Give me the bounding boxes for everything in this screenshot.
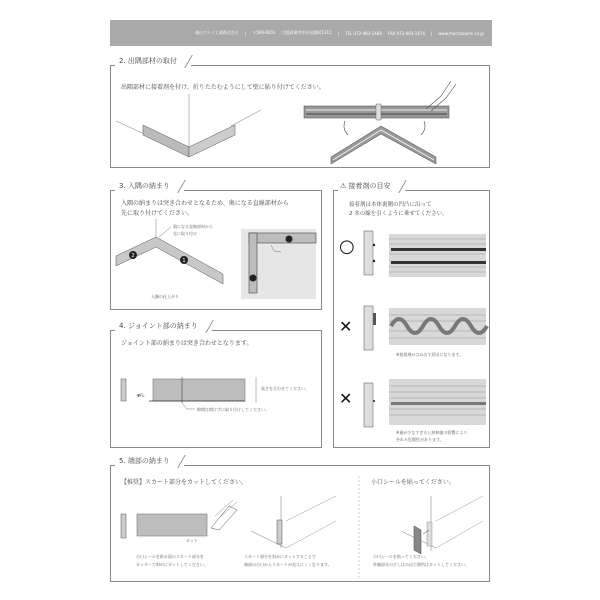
warning-icon: ⚠ <box>340 182 347 190</box>
joint-diagram <box>111 331 323 449</box>
gap-note: 隙間は開けずに取り付けしてください。 <box>197 407 269 412</box>
postal-code: 〒599-8201 <box>252 30 276 35</box>
inside-corner-diagram <box>111 191 323 311</box>
section-joint <box>110 322 322 448</box>
height-note: 高さを合わせてください。 <box>261 386 309 391</box>
right-heading: 小口シールを貼ってください。 <box>371 479 455 486</box>
finish-caption: 入隅の仕上がり <box>151 294 179 299</box>
corner-part-flat <box>304 104 449 120</box>
fl-label: ▼FL <box>137 393 145 398</box>
section-title: 3. 入隅の納まり <box>115 180 184 192</box>
section-title: 4. ジョイント部の納まり <box>115 320 212 332</box>
cut-label: カット <box>186 538 198 543</box>
good-mark: ○ <box>339 236 355 257</box>
company-name: 森田アルミ工業株式会社 <box>195 30 239 35</box>
callout-text: 奥になる直線部材から 先に取り付け <box>173 224 213 236</box>
address: 大阪府堺市中区田園町1311 <box>281 30 332 35</box>
bad-mark: ✕ <box>339 317 353 336</box>
section-title: ⚠ 接着剤の目安 <box>338 180 405 192</box>
adhesive-diagrams <box>334 191 491 449</box>
outside-corner-diagram <box>111 66 491 169</box>
section-adhesive-guide: ⚠ 接着剤の目安 接着剤は本体裏側の凹凸に沿って 2 本の線を引くように乗せてください。 ○ ✕ ✕ ※接着剤がはみ出す原因になります。 ※量が少なすぎると熱伸縮の影響により 外れる危険性があります。 <box>333 190 490 448</box>
left-heading: 【推奨】スカート部分をカットしてください。 <box>121 479 247 486</box>
section-title: 2. 出隅部材の取付 <box>115 55 191 67</box>
section-end-finish: 5. 端部の納まり 【推奨】スカート部分をカットしてください。 小口シールを貼ってください。 カット 小口シールを貼る面のスカート部分を カッターで斜めにカットしてください。 スカート部分を斜めにカットすることで 端部の小口からスカートが見えにくくなります。 小口シールを貼ってください。 外観部分の少しはみ出た箇所はカットしてください。 <box>110 465 490 582</box>
section-outside-corner <box>110 57 490 168</box>
website-url[interactable]: www.moritaalumi.co.jp <box>438 30 484 36</box>
section-title: 5. 端部の納まり <box>115 455 184 467</box>
svg-text:1: 1 <box>182 258 186 264</box>
svg-text:2: 2 <box>131 253 135 259</box>
tel: TEL 072-483-1488 <box>345 30 382 36</box>
header-bar: 森田アルミ工業株式会社 | 〒599-8201 大阪府堺市中区田園町1311 | TEL 072-483-1488 FAX 072-483-1474 | www.moritaalumi.co.jp <box>110 20 492 46</box>
bad-mark: ✕ <box>339 389 353 408</box>
instruction-text: 出隅部材に接着剤を付け、折りたたむようにして壁に貼り付けてください。 <box>121 84 325 91</box>
section-inside-corner: 3. 入隅の納まり 入隅の納まりは突き合わせとなるため、奥になる直線部材から 先に取り付けてください。 奥になる直線部材から 先に取り付け 入隅の仕上がり 2 1 <box>110 190 322 310</box>
end-finish-diagrams <box>111 466 491 583</box>
fax: FAX 072-483-1474 <box>387 30 425 36</box>
instruction-text: ジョイント部の納まりは突き合わせとなります。 <box>121 340 253 347</box>
